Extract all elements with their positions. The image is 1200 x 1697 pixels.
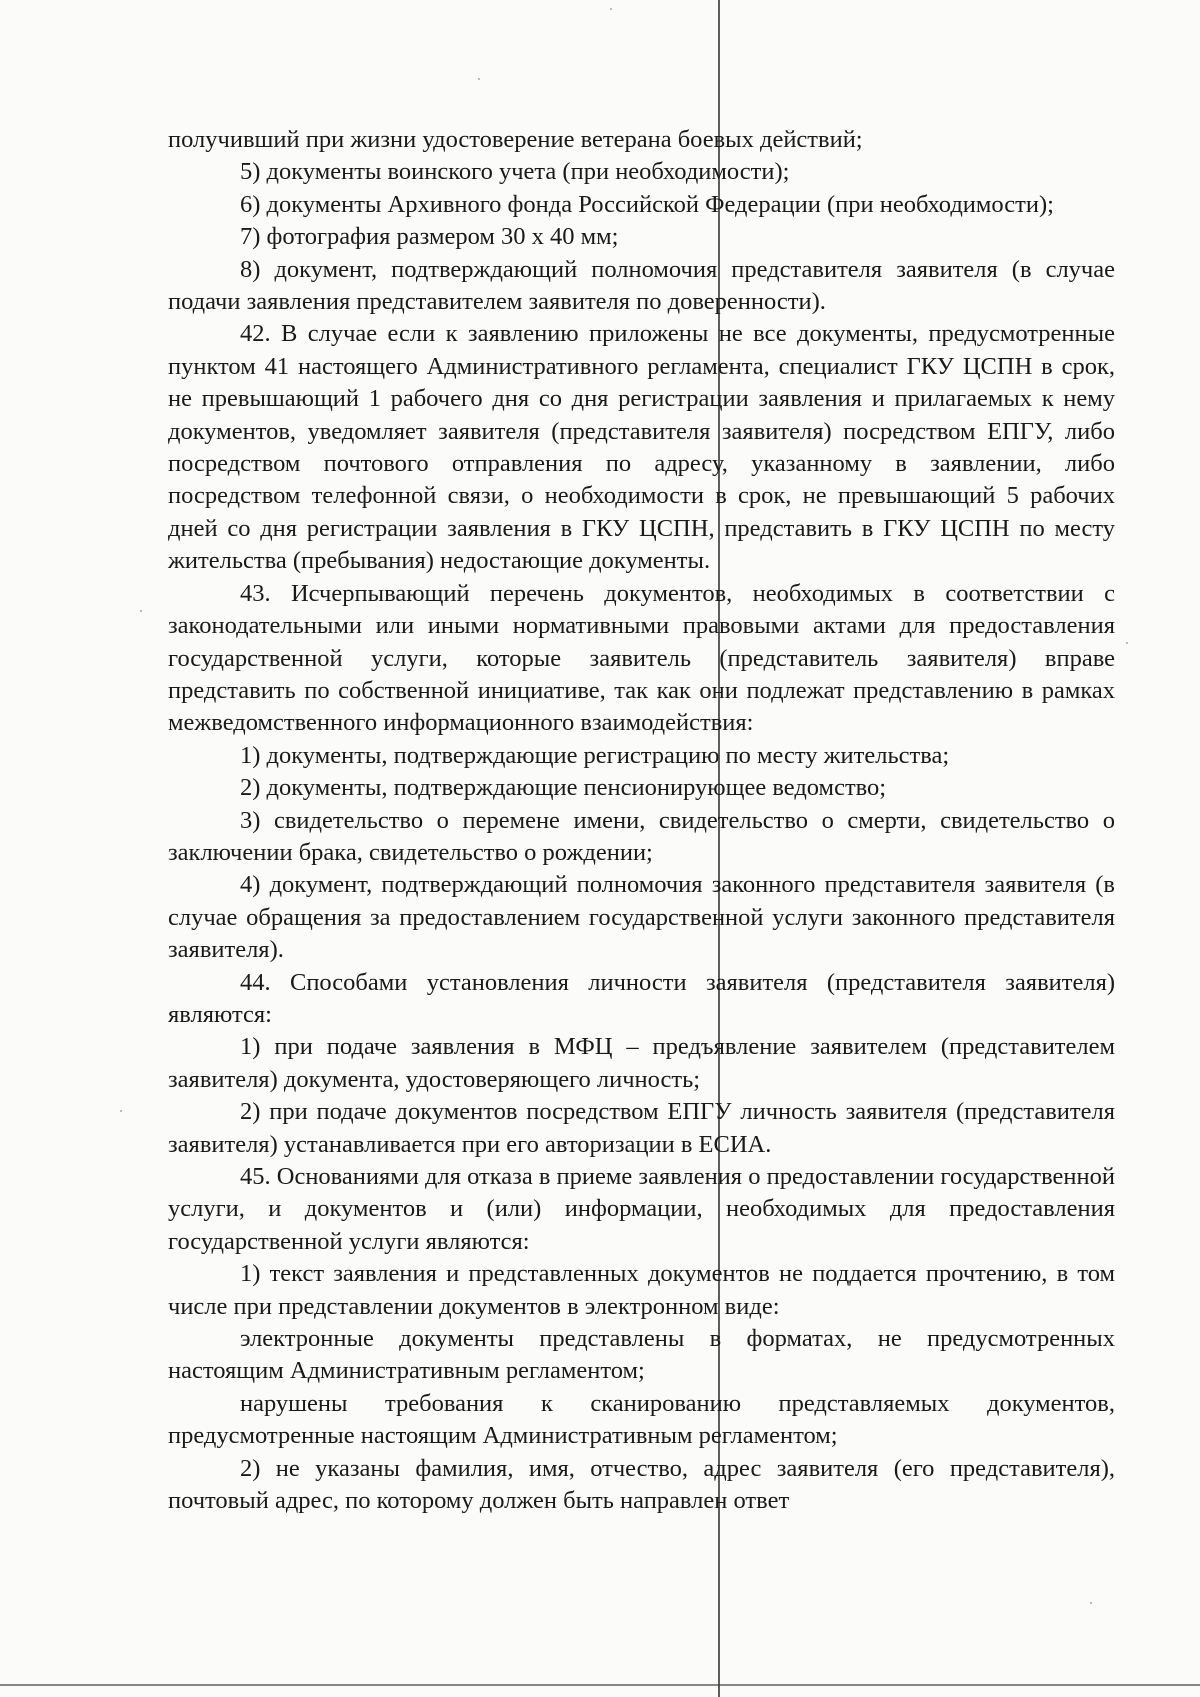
scan-speck xyxy=(120,1110,122,1112)
document-body xyxy=(168,124,1115,1517)
paragraph-clause-42: 42. В случае если к заявлению приложены не все документы, предусмотренные пунктом 41 настоящего Административного регламента, специалист ГКУ ЦСПН в срок, не превышающий 1 рабочего дня со дня регистрации заявления и прилагаемых к нему документов, уведомляет заявителя (представителя заявителя) посредством ЕПГУ, либо посредством почтового отправления по адресу, указанному в заявлении, либо посредством телефонной связи, о необходимости в срок, не превышающий 5 рабочих дней со дня регистрации заявления в ГКУ ЦСПН, представить в ГКУ ЦСПН по месту жительства (пребывания) недостающие документы. xyxy=(168,320,1115,575)
paragraph-continuation: получивший при жизни удостоверение ветерана боевых действий; xyxy=(168,126,863,153)
paragraph-clause-45-item-1a: электронные документы представлены в форматах, не предусмотренных настоящим Административным регламентом; xyxy=(168,1325,1115,1385)
paragraph-clause-45-item-1b: нарушены требования к сканированию представляемых документов, предусмотренные настоящим Административным регламентом; xyxy=(168,1389,1115,1450)
paragraph-item-6: 6) документы Архивного фонда Российской Федерации (при необходимости); xyxy=(240,190,1054,218)
scan-speck xyxy=(1126,642,1128,644)
paragraph-clause-45-item-2: 2) не указаны фамилия, имя, отчество, адрес заявителя (его представителя), почтовый адрес, по которому должен быть направлен ответ xyxy=(168,1454,1115,1515)
paragraph-clause-45: 45. Основаниями для отказа в приеме заявления о предоставлении государственной услуги, и документов и (или) информации, необходимых для предоставления государственной услуги являются: xyxy=(168,1163,1115,1255)
paragraph-clause-43: 43. Исчерпывающий перечень документов, необходимых в соответствии с законодательными или иными нормативными правовыми актами для предоставления государственной услуги, которые заявитель (представитель заявителя) вправе представить по собственной инициативе, так как они подлежат представлению в рамках межведомственного информационного взаимодействия: xyxy=(168,579,1115,737)
paragraph-clause-44-item-2: 2) при подаче документов посредством ЕПГУ личность заявителя (представителя заявителя) устанавливается при его авторизации в ЕСИА. xyxy=(168,1098,1115,1158)
paragraph-clause-43-item-1: 1) документы, подтверждающие регистрацию по месту жительства; xyxy=(240,741,950,769)
scan-speck xyxy=(1090,1602,1092,1604)
scan-speck xyxy=(610,8,612,10)
paragraph-item-8: 8) документ, подтверждающий полномочия представителя заявителя (в случае подачи заявления представителем заявителя по доверенности). xyxy=(168,255,1115,316)
paragraph-clause-43-item-3: 3) свидетельство о перемене имени, свидетельство о смерти, свидетельство о заключении брака, свидетельство о рождении; xyxy=(168,806,1115,866)
scan-speck xyxy=(140,610,142,612)
scan-bottom-edge xyxy=(0,1684,1200,1686)
paragraph-clause-45-item-1: 1) текст заявления и представленных документов не поддается прочтению, в том числе при представлении документов в электронном виде: xyxy=(168,1260,1115,1320)
paragraph-clause-43-item-4: 4) документ, подтверждающий полномочия законного представителя заявителя (в случае обращения за предоставлением государственной услуги законного представителя заявителя). xyxy=(168,871,1115,964)
paragraph-clause-44: 44. Способами установления личности заявителя (представителя заявителя) являются: xyxy=(168,968,1115,1028)
paragraph-item-5: 5) документы воинского учета (при необходимости); xyxy=(240,158,790,186)
paragraph-clause-44-item-1: 1) при подаче заявления в МФЦ – предъявление заявителем (представителем заявителя) документа, удостоверяющего личность; xyxy=(168,1033,1115,1093)
paragraph-item-7: 7) фотография размером 30 х 40 мм; xyxy=(240,223,619,251)
paragraph-clause-43-item-2: 2) документы, подтверждающие пенсионирующее ведомство; xyxy=(240,774,887,802)
scan-speck xyxy=(478,78,480,80)
